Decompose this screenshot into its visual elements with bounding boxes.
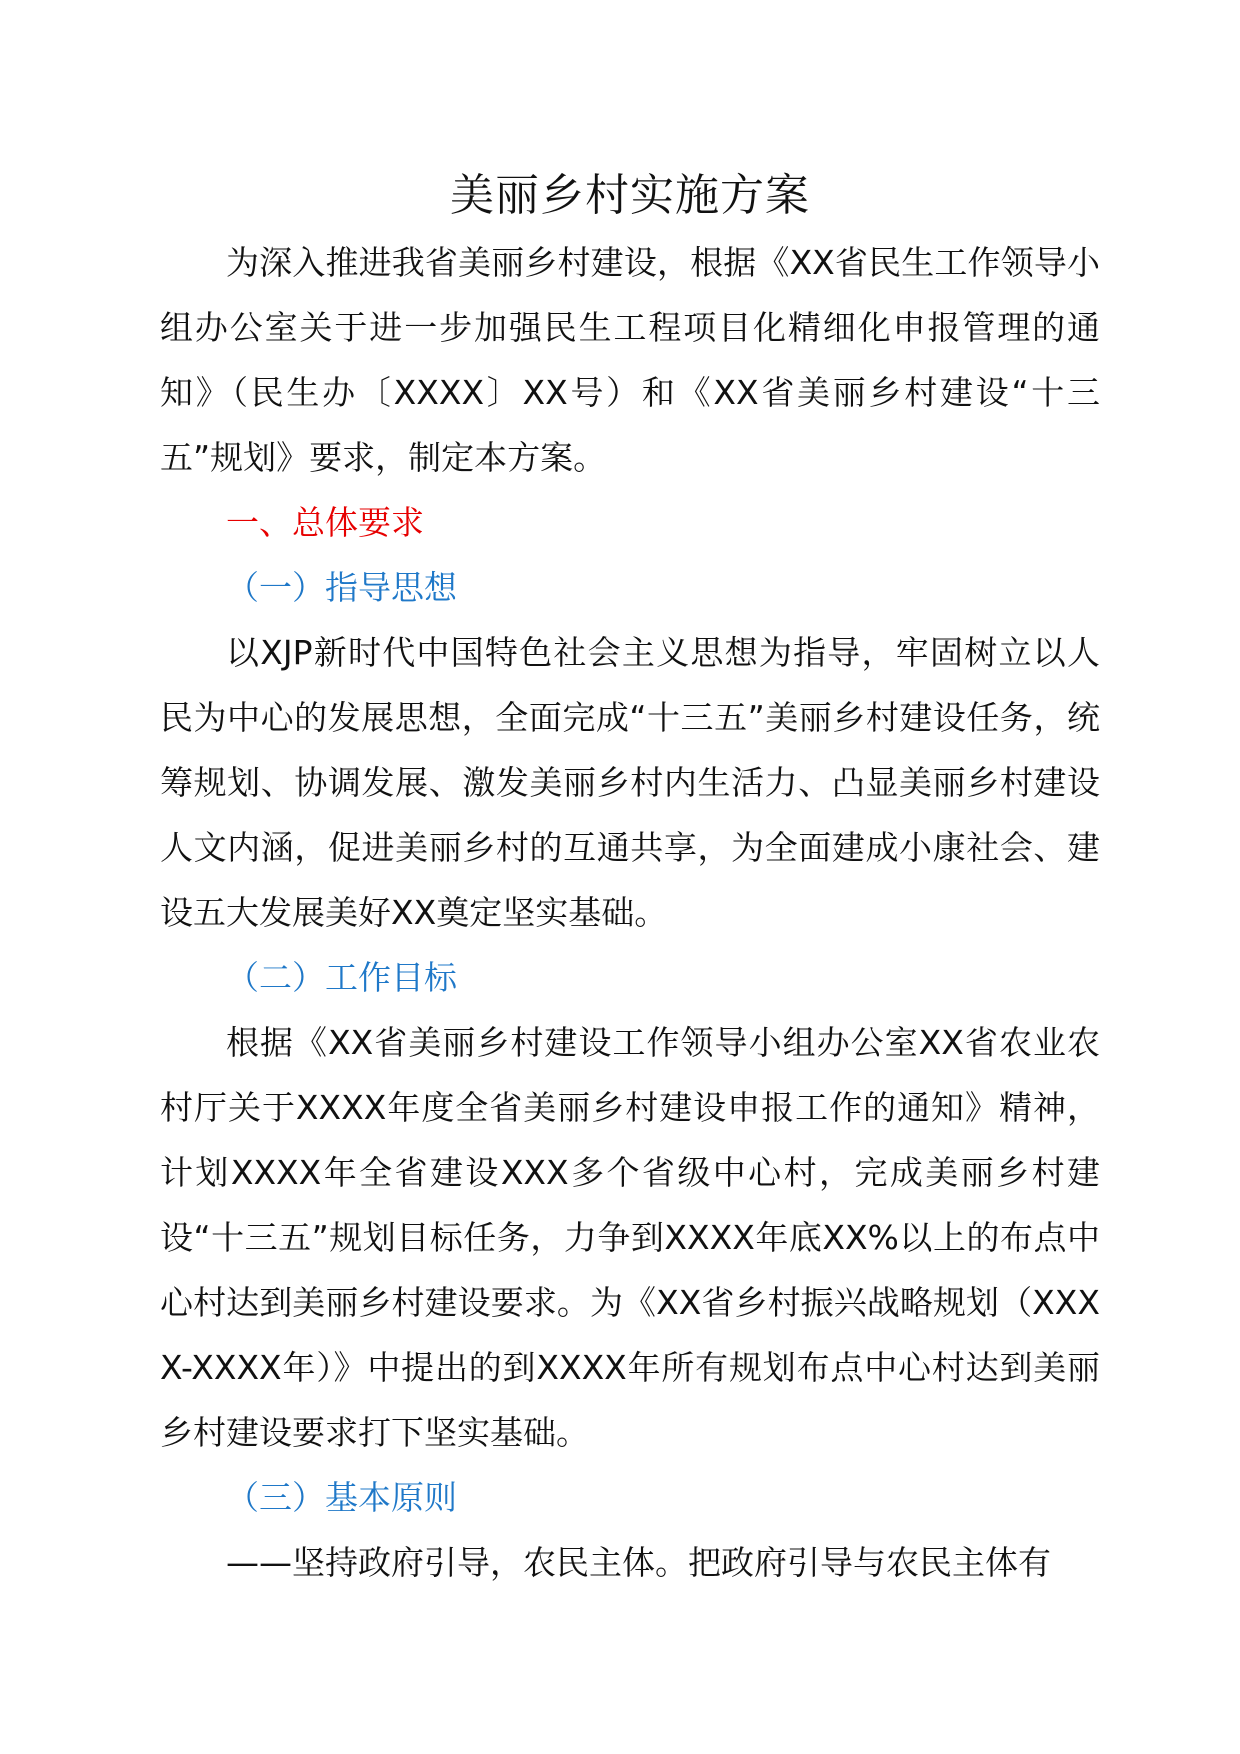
basic-principles-paragraph: ——坚持政府引导，农民主体。把政府引导与农民主体有 bbox=[226, 1543, 1051, 1582]
subsection-heading-work-goals: （二）工作目标 bbox=[226, 958, 457, 997]
subsection-heading-guiding-ideology: （一）指导思想 bbox=[226, 568, 457, 607]
work-goals-paragraph: 根据《XX省美丽乡村建设工作领导小组办公室XX省农业农村厅关于XXXX年度全省美丽乡村建设申报工作的通知》精神，计划XXXX年全省建设XXX多个省级中心村，完成美丽乡村建设“十三五”规划目标任务，力争到XXXX年底XX%以上的布点中心村达到美丽乡村建设要求。为《XX省乡村振兴战略规划（XXXX-XXXX年）》中提出的到XXXX年所有规划布点中心村达到美丽乡村建设要求打下坚实基础。 bbox=[160, 1023, 1100, 1452]
guiding-ideology-paragraph: 以XJP新时代中国特色社会主义思想为指导，牢固树立以人民为中心的发展思想，全面完成“十三五”美丽乡村建设任务，统筹规划、协调发展、激发美丽乡村内生活力、凸显美丽乡村建设人文内涵，促进美丽乡村的互通共享，为全面建成小康社会、建设五大发展美好XX奠定坚实基础。 bbox=[160, 633, 1100, 932]
document-title: 美丽乡村实施方案 bbox=[450, 170, 810, 221]
section-heading-general-requirements: 一、总体要求 bbox=[226, 503, 424, 542]
intro-paragraph: 为深入推进我省美丽乡村建设，根据《XX省民生工作领导小组办公室关于进一步加强民生工程项目化精细化申报管理的通知》（民生办〔XXXX〕XX号）和《XX省美丽乡村建设“十三五”规划》要求，制定本方案。 bbox=[160, 243, 1100, 477]
document-content bbox=[160, 162, 1100, 1595]
subsection-heading-basic-principles: （三）基本原则 bbox=[226, 1478, 457, 1517]
